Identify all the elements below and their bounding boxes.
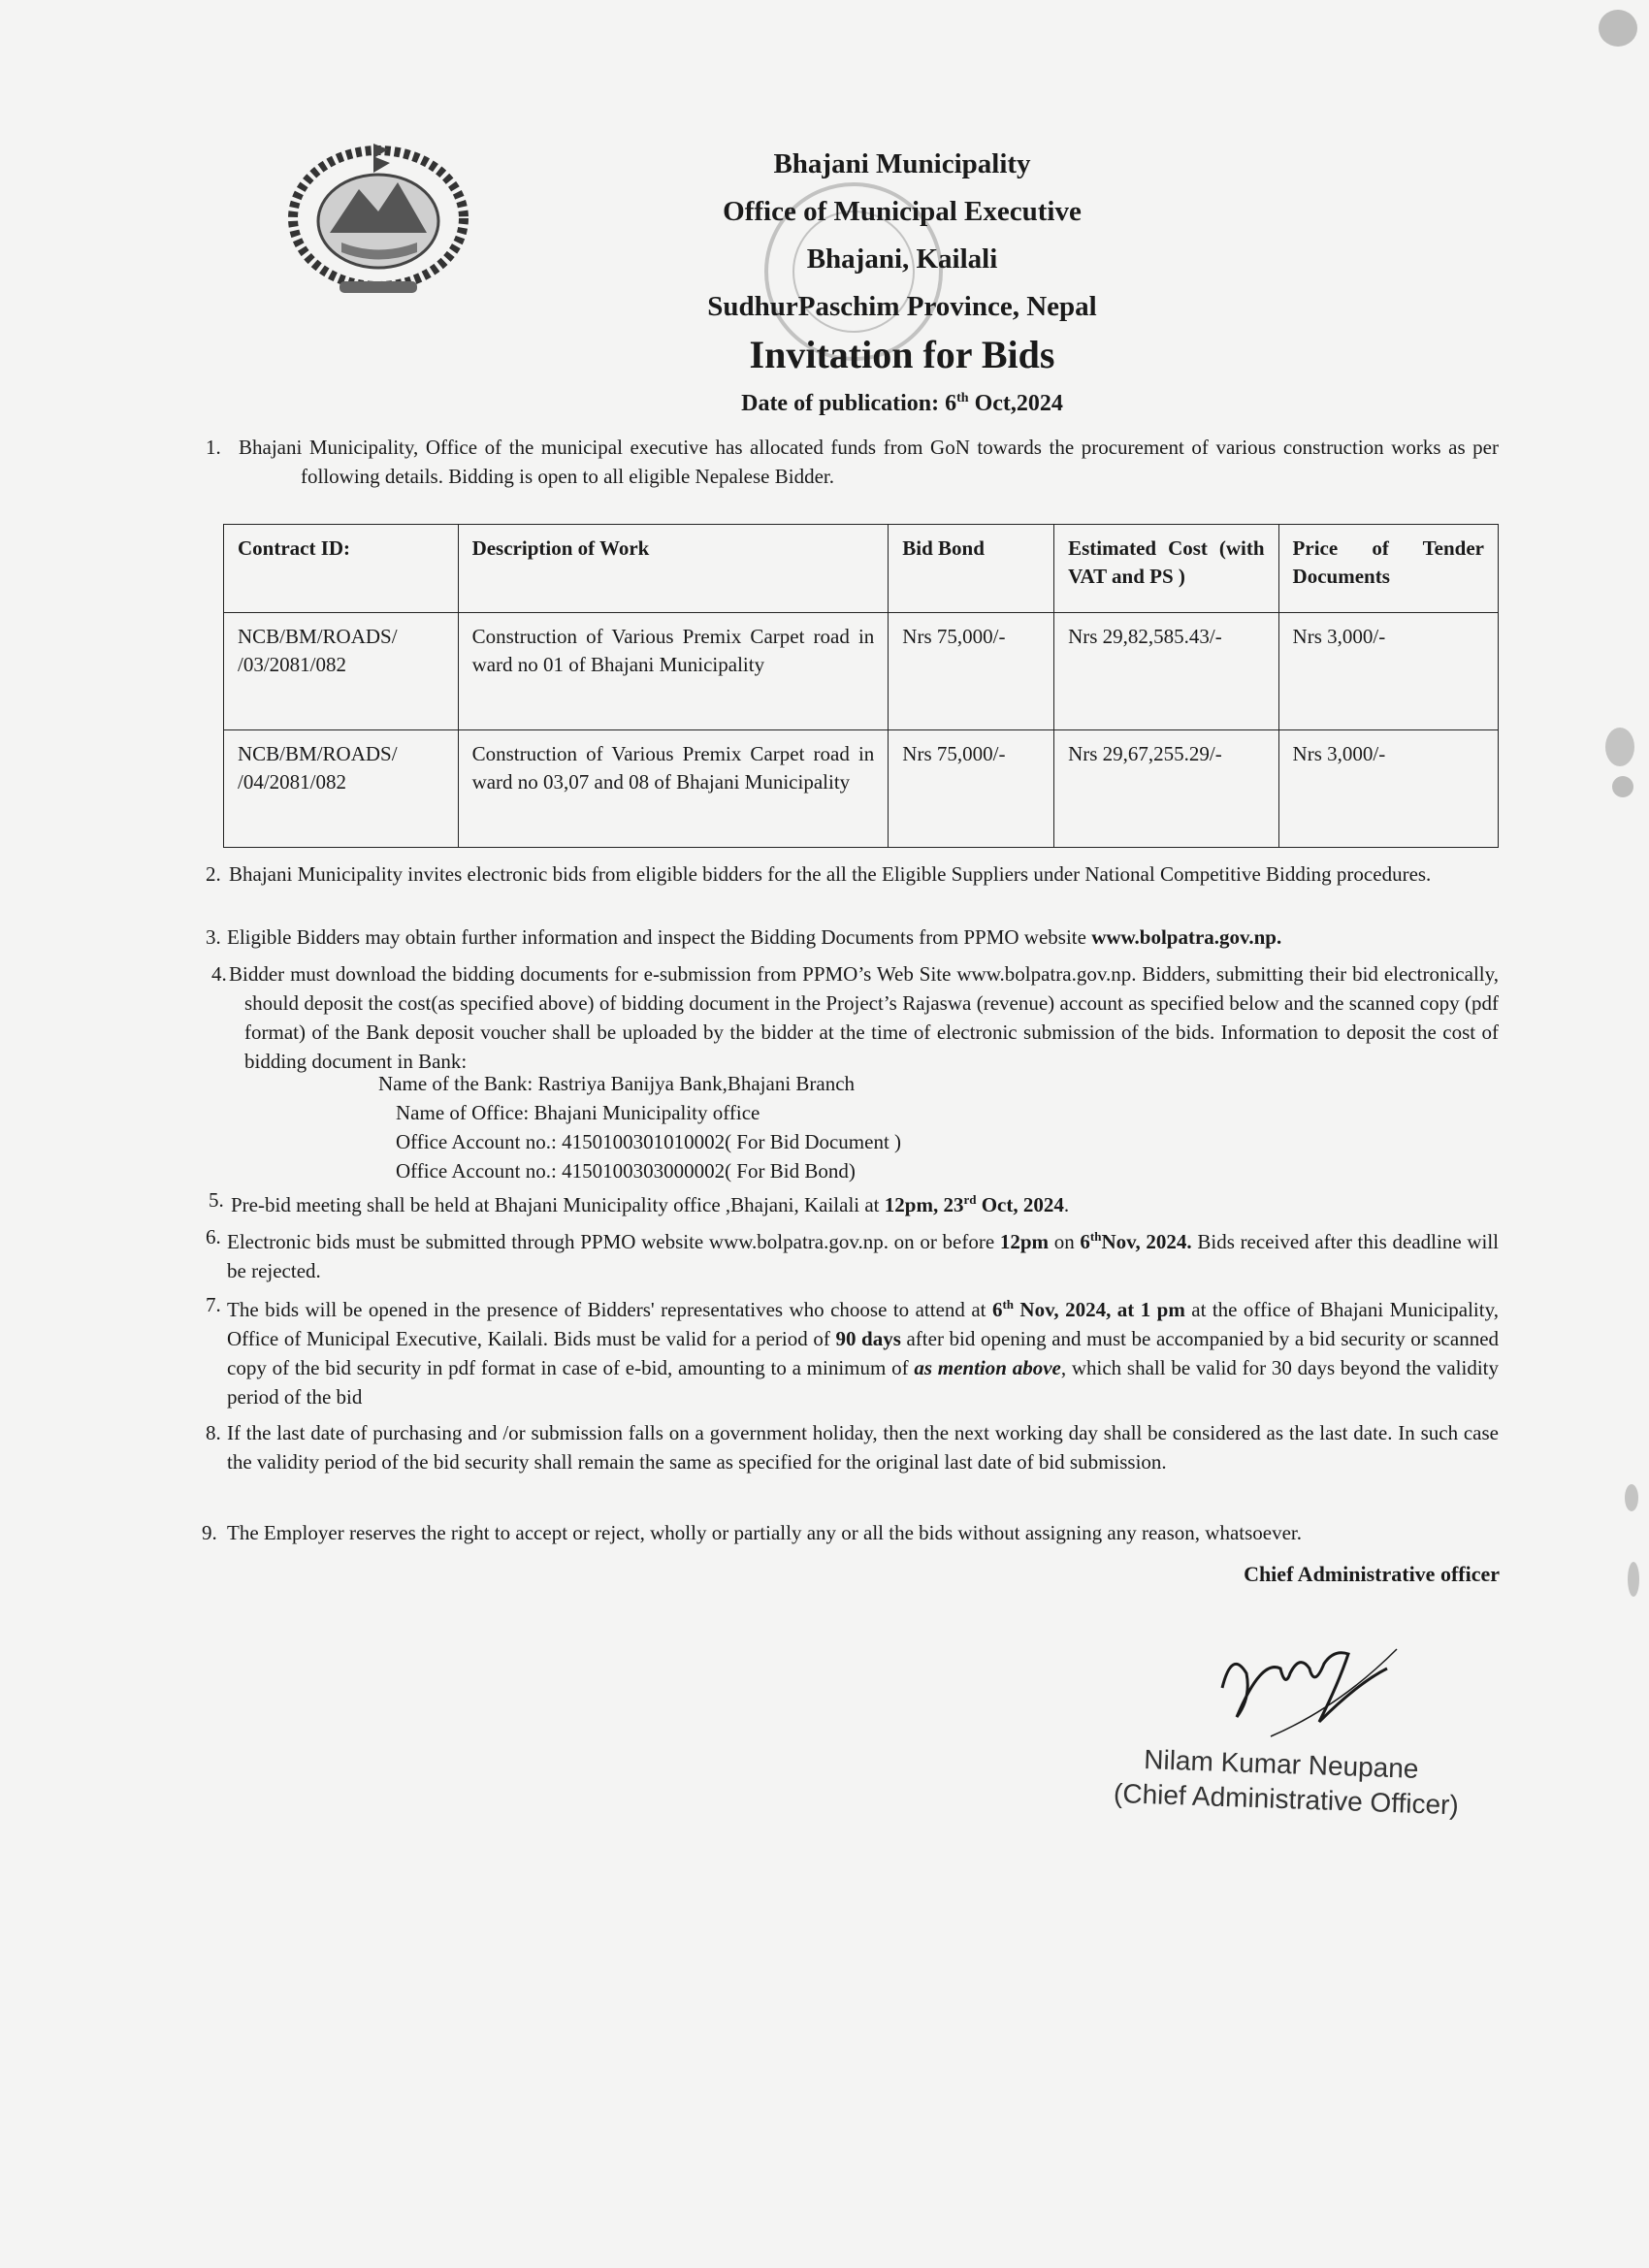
document-header bbox=[524, 141, 1280, 417]
clause-1: 1. Bhajani Municipality, Office of the municipal executive has allocated funds from GoN towards the procurement of various construction works as per following details. Bidding is open to all eligible Nepalese Bidder. bbox=[206, 436, 1499, 488]
table-row bbox=[224, 730, 1499, 848]
cell-contract-id: NCB/BM/ROADS/ /04/2081/082 bbox=[224, 730, 459, 848]
account-bid-document: Office Account no.: 4150100301010002( For Bid Document ) bbox=[396, 1130, 902, 1153]
scan-spot bbox=[1599, 10, 1637, 47]
clause-6: 6. Electronic bids must be submitted through PPMO website www.bolpatra.gov.np. on or before 12pm on 6thNov, 2024. Bids received after this deadline will be rejected. bbox=[206, 1225, 1500, 1282]
signature-icon bbox=[1203, 1630, 1416, 1756]
clause-8: 8. If the last date of purchasing and /or submission falls on a government holiday, then the next working day shall be considered as the last date. In such case the validity period of the bid security shall remain the same as specified for the original last date of bid submission. bbox=[206, 1421, 1499, 1474]
cell-estimated-cost: Nrs 29,82,585.43/- bbox=[1054, 613, 1278, 730]
office-name-bank: Name of Office: Bhajani Municipality office bbox=[396, 1101, 760, 1124]
col-description: Description of Work bbox=[458, 525, 889, 613]
clause-2: 2. Bhajani Municipality invites electronic bids from eligible bidders for the all the Eligible Suppliers under National Competitive Bidding procedures. bbox=[206, 862, 1432, 886]
clause-5: 5. Pre-bid meeting shall be held at Bhajani Municipality office ,Bhajani, Kailali at 12pm, 23rd Oct, 2024. bbox=[209, 1188, 1070, 1216]
office-location: Bhajani, Kailali bbox=[806, 243, 998, 275]
office-name: Office of Municipal Executive bbox=[723, 196, 1082, 227]
table-header-row bbox=[224, 525, 1499, 613]
col-bid-bond: Bid Bond bbox=[889, 525, 1054, 613]
col-contract-id: Contract ID: bbox=[224, 525, 459, 613]
page-title: Invitation for Bids bbox=[749, 333, 1055, 376]
clause-4: 4. Bidder must download the bidding documents for e-submission from PPMO’s Web Site www.bolpatra.gov.np. Bidders, submitting their bid electronically, should deposit the cost(as specified above) of bidding document in the Project’s Rajaswa (revenue) account as specified below and the scanned copy (pdf format) of the Bank deposit voucher shall be uploaded by the bidder at the time of electronic submission of the bids. Information to deposit the cost of bidding document in Bank: bbox=[211, 962, 1499, 1073]
province-name: SudhurPaschim Province, Nepal bbox=[707, 291, 1097, 322]
cell-description: Construction of Various Premix Carpet road in ward no 01 of Bhajani Municipality bbox=[458, 613, 889, 730]
scan-spot bbox=[1612, 776, 1633, 797]
cell-bid-bond: Nrs 75,000/- bbox=[889, 730, 1054, 848]
cell-description: Construction of Various Premix Carpet road in ward no 03,07 and 08 of Bhajani Municipality bbox=[458, 730, 889, 848]
clause-7: 7. The bids will be opened in the presence of Bidders' representatives who choose to attend at 6th Nov, 2024, at 1 pm at the office of Bhajani Municipality, Office of Municipal Executive, Kailali. Bids must be valid for a period of 90 days after bid opening and must be accompanied by a bid security or scanned copy of the bid security in pdf format in case of e-bid, amounting to a minimum of as mention above, which shall be valid for 30 days beyond the validity period of the bid bbox=[206, 1293, 1500, 1409]
account-bid-bond: Office Account no.: 4150100303000002( For Bid Bond) bbox=[396, 1159, 856, 1183]
nepal-emblem-icon bbox=[281, 136, 475, 301]
signatory-designation: (Chief Administrative Officer) bbox=[1113, 1777, 1460, 1821]
bids-table bbox=[223, 524, 1499, 848]
municipality-name: Bhajani Municipality bbox=[773, 148, 1031, 179]
cell-tender-price: Nrs 3,000/- bbox=[1278, 613, 1498, 730]
col-tender-price: Price of Tender Documents bbox=[1278, 525, 1498, 613]
signatory-title: Chief Administrative officer bbox=[1244, 1562, 1500, 1586]
bank-name: Name of the Bank: Rastriya Banijya Bank,Bhajani Branch bbox=[378, 1072, 856, 1095]
cell-contract-id: NCB/BM/ROADS/ /03/2081/082 bbox=[224, 613, 459, 730]
signatory-block bbox=[1113, 1741, 1460, 1823]
publication-date: Date of publication: 6th Oct,2024 bbox=[741, 391, 1063, 416]
clause-9: 9. The Employer reserves the right to accept or reject, wholly or partially any or all the bids without assigning any reason, whatsoever. bbox=[202, 1521, 1303, 1544]
cell-estimated-cost: Nrs 29,67,255.29/- bbox=[1054, 730, 1278, 848]
table-row bbox=[224, 613, 1499, 730]
scan-spot bbox=[1625, 1484, 1638, 1511]
cell-bid-bond: Nrs 75,000/- bbox=[889, 613, 1054, 730]
signatory-name: Nilam Kumar Neupane bbox=[1143, 1744, 1419, 1784]
col-estimated-cost: Estimated Cost (with VAT and PS ) bbox=[1054, 525, 1278, 613]
scan-spot bbox=[1605, 728, 1634, 766]
scan-spot bbox=[1628, 1562, 1639, 1597]
clause-3: 3. Eligible Bidders may obtain further information and inspect the Bidding Documents from PPMO website www.bolpatra.gov.np. bbox=[206, 925, 1282, 949]
cell-tender-price: Nrs 3,000/- bbox=[1278, 730, 1498, 848]
